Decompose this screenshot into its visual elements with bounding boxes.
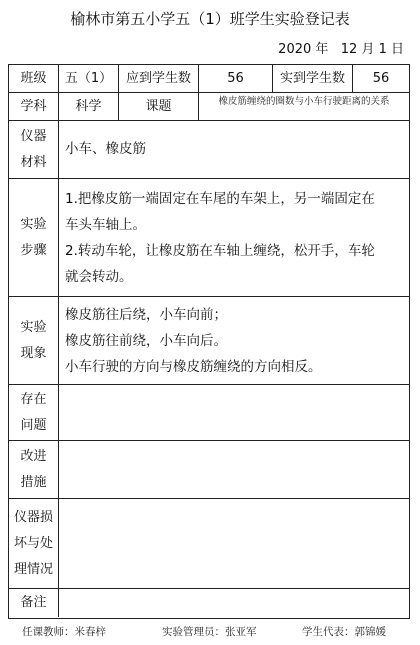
step-line: 2.转动车轮，让橡皮筋在车轴上缠绕，松开手，车轮 <box>65 242 375 259</box>
instruments-label <box>9 121 59 179</box>
steps-label-line: 实验 <box>20 216 47 232</box>
phenomenon-line: 橡皮筋往前绕，小车向后。 <box>65 332 227 349</box>
steps-label-line: 步骤 <box>20 242 47 258</box>
improvement-content <box>59 441 409 499</box>
expected-students-value: 56 <box>199 65 273 93</box>
footer-manager: 实验管理员：张亚军 <box>162 626 257 638</box>
step-line: 车头车轴上。 <box>65 216 146 233</box>
problems-label-line: 问题 <box>20 417 47 433</box>
damage-label-line: 坏与处 <box>13 535 53 551</box>
steps-label <box>9 179 59 297</box>
class-value: 五（1） <box>59 65 119 93</box>
phenomena-label-line: 现象 <box>20 345 47 361</box>
expected-students-label: 应到学生数 <box>119 65 199 93</box>
instruments-label-line: 仪器 <box>20 128 47 144</box>
class-label: 班级 <box>9 65 59 93</box>
actual-students-label: 实到学生数 <box>273 65 353 93</box>
improvement-label-line: 措施 <box>20 474 47 490</box>
phenomenon-line: 橡皮筋往后绕，小车向前； <box>65 306 227 323</box>
problems-label-line: 存在 <box>20 391 47 407</box>
damage-content <box>59 499 409 589</box>
phenomena-label <box>9 297 59 385</box>
steps-content <box>59 179 409 297</box>
step-line: 1.把橡皮筋一端固定在车尾的车架上，另一端固定在 <box>65 190 375 207</box>
step-line: 就会转动。 <box>65 268 133 285</box>
damage-label-line: 仪器损 <box>13 509 53 525</box>
phenomena-label-line: 实验 <box>20 319 47 335</box>
footer-student-rep: 学生代表：郭锦媛 <box>302 626 386 638</box>
damage-label <box>9 499 59 589</box>
instruments-label-line: 材料 <box>20 154 47 170</box>
instruments-text: 小车、橡皮筋 <box>65 141 146 157</box>
phenomenon-line: 小车行驶的方向与橡皮筋缠绕的方向相反。 <box>65 358 322 375</box>
damage-label-line: 理情况 <box>13 561 53 577</box>
topic-label: 课题 <box>119 93 199 121</box>
instruments-value <box>59 121 409 179</box>
remarks-content <box>59 589 409 617</box>
form-date: 2020 年 12 月 1 日 <box>278 42 404 57</box>
actual-students-value: 56 <box>353 65 409 93</box>
problems-label <box>9 385 59 441</box>
phenomena-content <box>59 297 409 385</box>
subject-label: 学科 <box>9 93 59 121</box>
improvement-label-line: 改进 <box>20 448 47 464</box>
form-title: 榆林市第五小学五（1）班学生实验登记表 <box>70 10 350 28</box>
topic-value: 橡皮筋缠绕的圈数与小车行驶距离的关系 <box>199 93 409 121</box>
problems-content <box>59 385 409 441</box>
registration-table <box>8 64 410 619</box>
improvement-label <box>9 441 59 499</box>
subject-value: 科学 <box>59 93 119 121</box>
footer-teacher: 任课教师：米春梓 <box>22 626 106 638</box>
remarks-label: 备注 <box>9 589 59 617</box>
